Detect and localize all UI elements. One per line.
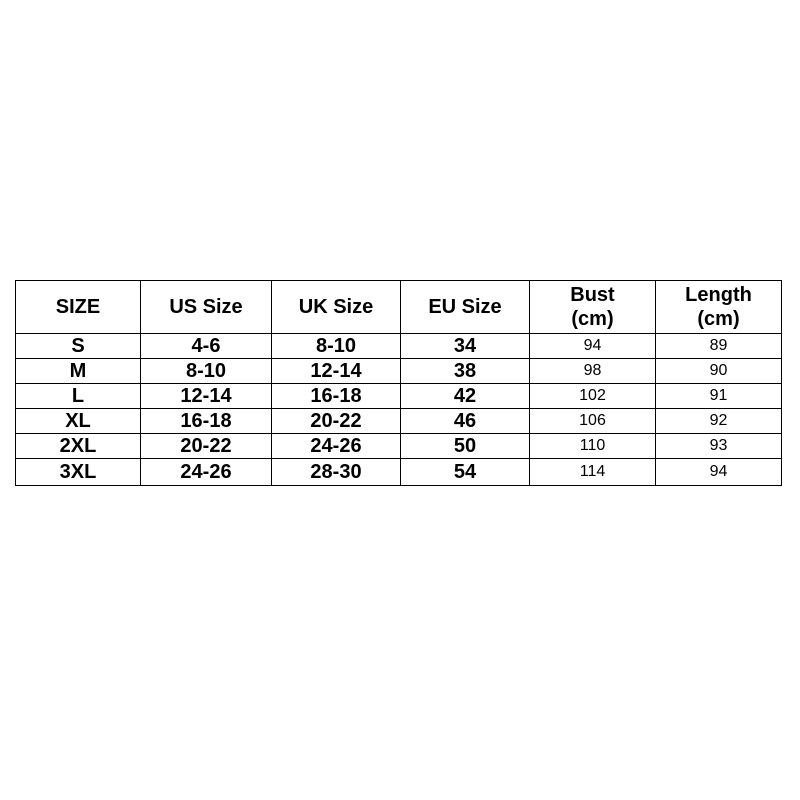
size-chart-table [15,280,782,486]
cell-us: 24-26 [141,459,272,486]
cell-bust: 114 [530,459,656,486]
cell-length: 90 [656,359,782,384]
cell-us: 12-14 [141,384,272,409]
size-chart-body [16,334,782,486]
column-header-label: US Size [169,296,243,318]
cell-eu: 46 [401,409,530,434]
column-header-label: (cm) [697,308,740,330]
cell-uk: 8-10 [272,334,401,359]
cell-size: M [16,359,141,384]
cell-length: 94 [656,459,782,486]
column-header-label: (cm) [571,308,614,330]
cell-size: XL [16,409,141,434]
cell-size: S [16,334,141,359]
cell-eu: 54 [401,459,530,486]
table-row [16,359,782,384]
header-row [16,281,782,334]
cell-us: 16-18 [141,409,272,434]
column-header-label: SIZE [55,296,101,318]
column-header-uk [272,281,401,334]
column-header-size [16,281,141,334]
column-header-us [141,281,272,334]
cell-uk: 12-14 [272,359,401,384]
cell-bust: 102 [530,384,656,409]
cell-uk: 24-26 [272,434,401,459]
cell-us: 8-10 [141,359,272,384]
column-header-bust [530,281,656,334]
cell-uk: 20-22 [272,409,401,434]
column-header-label: UK Size [298,296,374,318]
cell-bust: 106 [530,409,656,434]
table-row [16,459,782,486]
cell-length: 93 [656,434,782,459]
cell-us: 20-22 [141,434,272,459]
cell-uk: 16-18 [272,384,401,409]
cell-bust: 98 [530,359,656,384]
column-header-length [656,281,782,334]
table-row [16,334,782,359]
table-row [16,434,782,459]
cell-eu: 34 [401,334,530,359]
column-header-eu [401,281,530,334]
cell-size: 2XL [16,434,141,459]
cell-size: 3XL [16,459,141,486]
cell-eu: 50 [401,434,530,459]
cell-length: 91 [656,384,782,409]
column-header-label: Length [685,284,752,306]
size-chart-header [16,281,782,334]
cell-uk: 28-30 [272,459,401,486]
cell-size: L [16,384,141,409]
cell-us: 4-6 [141,334,272,359]
table-row [16,409,782,434]
column-header-label: Bust [570,284,615,306]
cell-eu: 42 [401,384,530,409]
cell-bust: 110 [530,434,656,459]
cell-eu: 38 [401,359,530,384]
cell-length: 92 [656,409,782,434]
cell-length: 89 [656,334,782,359]
column-header-label: EU Size [428,296,502,318]
table-row [16,384,782,409]
cell-bust: 94 [530,334,656,359]
